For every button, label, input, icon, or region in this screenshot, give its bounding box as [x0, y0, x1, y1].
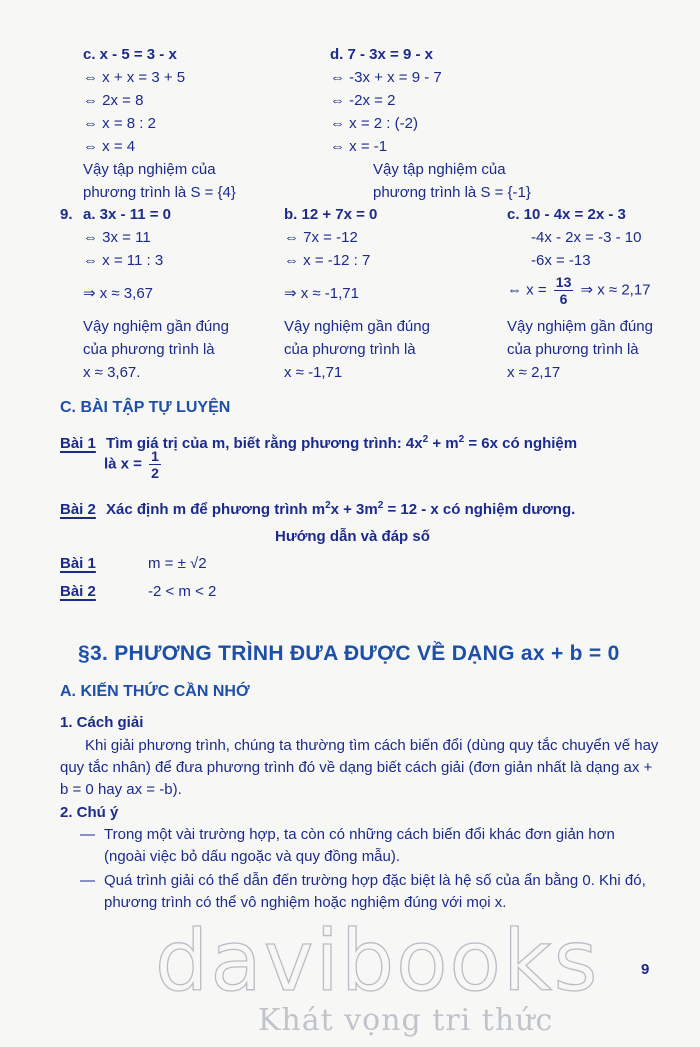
ex9b-line: ⇔ x = -12 : 7 [284, 252, 371, 269]
ex9c-line: -6x = -13 [531, 252, 591, 269]
ex9b-line: x ≈ -1,71 [284, 364, 343, 381]
bai2-text-b: x + 3m [330, 501, 378, 518]
ex9c-line: x ≈ 2,17 [507, 364, 561, 381]
ex8c-line: phương trình là S = {4} [83, 184, 236, 201]
subheading-note: 2. Chú ý [60, 804, 119, 821]
ex9c-line: -4x - 2x = -3 - 10 [531, 229, 642, 246]
ex9b-line: b. 12 + 7x = 0 [284, 206, 378, 223]
ans2-value: -2 < m < 2 [148, 583, 217, 600]
ex9a-line: Vậy nghiệm gần đúng [83, 318, 229, 335]
bai2-text [106, 501, 575, 518]
fraction-1-2 [149, 448, 161, 481]
ex8d-line: phương trình là S = {-1} [373, 184, 531, 201]
ex8c-line: ⇔ x = 8 : 2 [83, 115, 156, 132]
ex9a-line: của phương trình là [83, 341, 215, 358]
ex9c-line: Vậy nghiệm gần đúng [507, 318, 653, 335]
ex9b-line: ⇒ x ≈ -1,71 [284, 285, 359, 302]
ex9c-line: ⇒ x ≈ 2,17 [580, 281, 651, 299]
ex9b-line: Vậy nghiệm gần đúng [284, 318, 430, 335]
bai2-text-c: = 12 - x có nghiệm dương. [383, 501, 576, 518]
ans2-label: Bài 2 [60, 583, 96, 600]
exercise-9-number: 9. [60, 206, 73, 223]
ex8d-line: d. 7 - 3x = 9 - x [330, 46, 433, 63]
method-paragraph: Khi giải phương trình, chúng ta thường tìm cách biến đổi (dùng quy tắc chuyển vế hay quy tắc nhân) để đưa phương trình đó về dạng biết cách giải (đơn giản nhất là dạng ax + b = 0 hay ax = -b). [60, 737, 659, 798]
ex8c-line: ⇔ x + x = 3 + 5 [83, 69, 186, 86]
ex8d-line: ⇔ -2x = 2 [330, 92, 396, 109]
bai2-text-a: Xác định m để phương trình m [106, 501, 326, 518]
ex9c-line: của phương trình là [507, 341, 639, 358]
ex8c-line: ⇔ x = 4 [83, 138, 136, 155]
knowledge-heading: A. KIẾN THỨC CẦN NHỚ [60, 683, 250, 700]
ex9a-line: ⇔ 3x = 11 [83, 229, 151, 246]
ex8d-line: ⇔ -3x + x = 9 - 7 [330, 69, 442, 86]
note-dash: — [80, 826, 95, 843]
ex9c-line: ⇔ x = [507, 281, 547, 299]
fraction-numerator: 1 [151, 448, 159, 464]
bai2-problem [60, 496, 575, 519]
ex9a-line: a. 3x - 11 = 0 [83, 206, 171, 223]
ex8c-line: Vậy tập nghiệm của [83, 161, 216, 178]
ex9b-line: của phương trình là [284, 341, 416, 358]
bai1-text-b: + m [428, 435, 459, 452]
fraction-numerator: 13 [555, 274, 572, 290]
ex8c-line: c. x - 5 = 3 - x [83, 46, 177, 63]
ans1-label: Bài 1 [60, 555, 96, 572]
ex8d-line: ⇔ x = 2 : (-2) [330, 115, 418, 132]
bai1-line2 [104, 448, 164, 481]
fraction-denominator: 6 [559, 291, 568, 307]
guide-heading: Hướng dẫn và đáp số [275, 528, 430, 545]
ex9a-line: x ≈ 3,67. [83, 364, 141, 381]
ex8c-line: ⇔ 2x = 8 [83, 92, 144, 109]
bai2-label: Bài 2 [60, 501, 96, 518]
note-1: Trong một vài trường hợp, ta còn có những cách biến đổi khác đơn giản hơn (ngoài việc bỏ dấu ngoặc và quy đồng mẫu). [104, 826, 615, 865]
section-3-title: §3. PHƯƠNG TRÌNH ĐƯA ĐƯỢC VỀ DẠNG ax + b = 0 [78, 642, 620, 665]
ex9c-fraction-line [507, 274, 651, 307]
self-practice-heading: C. BÀI TẬP TỰ LUYỆN [60, 399, 231, 416]
ex9a-line: ⇒ x ≈ 3,67 [83, 285, 153, 302]
note-dash: — [80, 872, 95, 889]
bai1-text-c: = 6x có nghiệm [464, 435, 578, 452]
bai2-sup-b: 2 [377, 500, 384, 511]
bai2-sup-a: 2 [325, 500, 331, 511]
fraction-denominator: 2 [151, 465, 159, 481]
ex8d-line: Vậy tập nghiệm của [373, 161, 506, 178]
ans1-value: m = ± √2 [148, 555, 207, 572]
watermark-tagline: Khát vọng tri thức [258, 1003, 554, 1038]
bai1-line2-text: là x = [104, 455, 142, 473]
fraction-13-6 [554, 274, 574, 307]
bai1-label: Bài 1 [60, 435, 96, 452]
page-number: 9 [641, 961, 650, 978]
bai1-sup-b: 2 [458, 434, 465, 445]
ex9c-line: c. 10 - 4x = 2x - 3 [507, 206, 626, 223]
davibooks-watermark: davibooks [155, 912, 600, 1010]
bai1-text-a: Tìm giá trị của m, biết rằng phương trình: 4x [106, 435, 423, 452]
bai1-text [106, 435, 577, 452]
subheading-method: 1. Cách giải [60, 714, 144, 731]
ex8d-line: ⇔ x = -1 [330, 138, 388, 155]
bai1-sup-a: 2 [422, 434, 429, 445]
ex9a-line: ⇔ x = 11 : 3 [83, 252, 164, 269]
note-2: Quá trình giải có thể dẫn đến trường hợp đặc biệt là hệ số của ẩn bằng 0. Khi đó, phương trình có thể vô nghiệm hoặc nghiệm đúng với mọi x. [104, 872, 646, 911]
ex9b-line: ⇔ 7x = -12 [284, 229, 358, 246]
